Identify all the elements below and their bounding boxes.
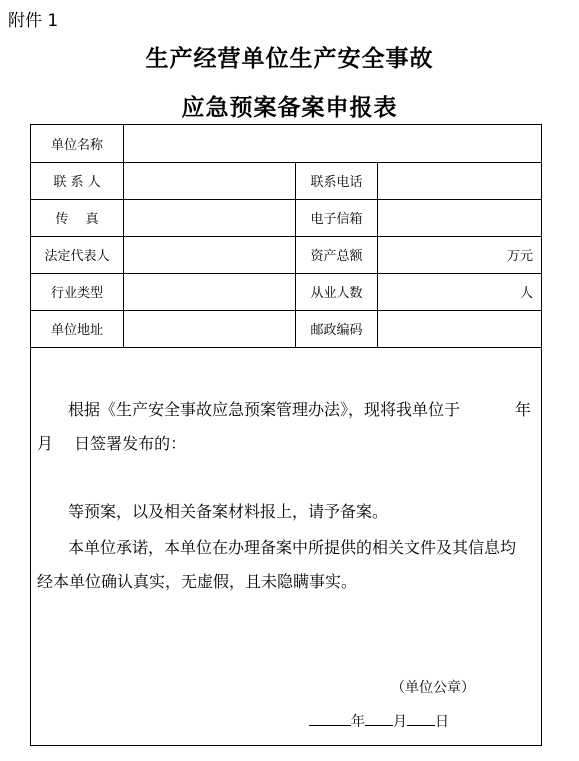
phone-field[interactable] <box>378 162 541 199</box>
date-year-label: 年 <box>351 714 365 730</box>
commitment-line2: 经本单位确认真实，无虚假，且未隐瞒事实。 <box>37 572 358 591</box>
postcode-label: 邮政编码 <box>310 323 363 338</box>
assets-field[interactable] <box>378 236 541 273</box>
commitment-line1: 本单位承诺，本单位在办理备案中所提供的相关文件及其信息均 <box>68 538 517 557</box>
filing-statement-line1: 根据《生产安全事故应急预案管理办法》，现将我单位于 <box>68 400 461 419</box>
month-blank[interactable] <box>365 711 393 726</box>
phone-label: 联系电话 <box>310 175 363 190</box>
industry-label: 行业类型 <box>50 286 103 301</box>
row-divider <box>31 347 541 348</box>
legal-rep-field[interactable] <box>124 236 295 273</box>
form-title-line1: 生产经营单位生产安全事故 <box>145 46 434 72</box>
email-field[interactable] <box>378 199 541 236</box>
fax-label: 传 真 <box>55 212 99 227</box>
unit-name-label: 单位名称 <box>50 138 103 153</box>
contact-label: 联 系 人 <box>53 175 101 190</box>
employees-unit: 人 <box>519 286 533 301</box>
attachment-label: 附件 1 <box>8 11 59 31</box>
employees-label: 从业人数 <box>310 286 363 301</box>
email-label: 电子信箱 <box>310 212 363 227</box>
employees-field[interactable] <box>378 273 541 310</box>
form-title-line2: 应急预案备案申报表 <box>181 95 398 121</box>
day-blank[interactable] <box>407 711 435 726</box>
fax-field[interactable] <box>124 199 295 236</box>
date-day-label: 日 <box>435 714 449 730</box>
unit-name-field[interactable] <box>124 125 541 162</box>
filing-form <box>30 124 542 746</box>
plan-list-statement: 等预案，以及相关备案材料报上，请予备案。 <box>68 502 389 521</box>
address-field[interactable] <box>124 310 295 347</box>
industry-field[interactable] <box>124 273 295 310</box>
postcode-field[interactable] <box>378 310 541 347</box>
signing-date <box>309 711 449 731</box>
assets-unit: 万元 <box>506 249 533 264</box>
official-seal-label: （单位公章） <box>391 680 475 696</box>
date-month-label: 月 <box>393 714 407 730</box>
legal-rep-label: 法定代表人 <box>44 249 110 264</box>
address-label: 单位地址 <box>50 323 103 338</box>
filing-statement-year: 年 <box>515 400 532 419</box>
assets-label: 资产总额 <box>310 249 363 264</box>
contact-field[interactable] <box>124 162 295 199</box>
year-blank[interactable] <box>309 711 351 726</box>
filing-statement-line2: 月 日签署发布的： <box>37 434 187 453</box>
